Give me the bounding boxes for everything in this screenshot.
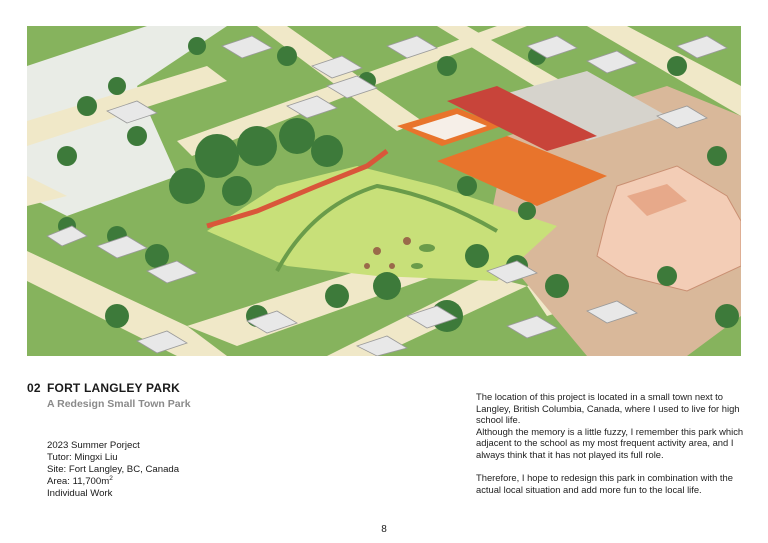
project-meta: [47, 440, 179, 500]
page-number: 8: [381, 524, 387, 535]
description-paragraph-2: Although the memory is a little fuzzy, I remember this park which adjacent to the school as my most frequent activity area, and I always think that it has not played its full role.: [476, 425, 744, 460]
meta-work: Individual Work: [47, 488, 113, 499]
description-paragraph-3: Therefore, I hope to redesign this park in combination with the actual local situation and add more fun to the local life.: [476, 472, 733, 495]
meta-season: 2023 Summer Porject: [47, 440, 140, 451]
project-description: [476, 391, 744, 495]
meta-area-value: Area: 11,700m: [47, 476, 110, 487]
project-title: FORT LANGLEY PARK: [47, 381, 180, 395]
meta-area: [47, 476, 179, 488]
description-paragraph-1: The location of this project is located in a small town next to Langley, British Columbia, Canada, where I used to live for high school life.: [476, 391, 740, 426]
project-number: 02: [27, 381, 41, 395]
meta-area-unit-sup: 2: [109, 475, 113, 482]
project-subtitle: A Redesign Small Town Park: [47, 398, 191, 410]
meta-site: Site: Fort Langley, BC, Canada: [47, 464, 180, 475]
aerial-park-illustration: [27, 26, 741, 356]
aerial-site-plan: [27, 26, 741, 356]
meta-tutor: Tutor: Mingxi Liu: [47, 452, 118, 463]
